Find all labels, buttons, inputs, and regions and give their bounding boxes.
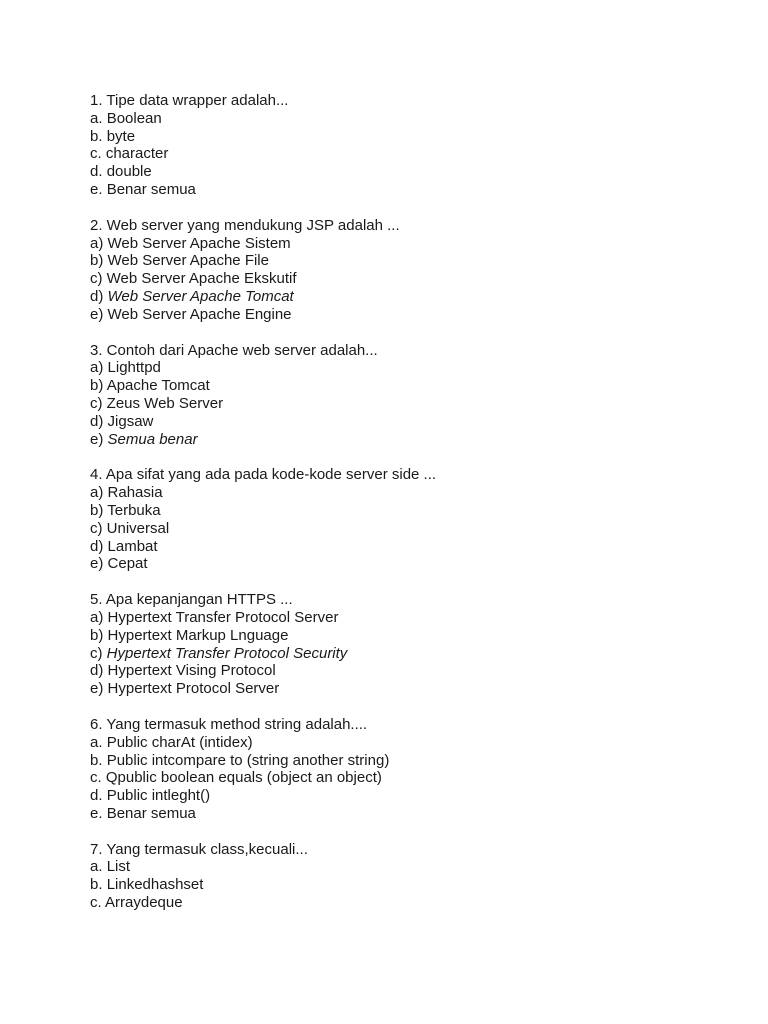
answer-option: [90, 805, 730, 823]
option-text: Hypertext Markup Lnguage: [107, 626, 289, 644]
option-prefix: a): [90, 359, 108, 377]
option-prefix: e): [90, 430, 108, 448]
option-text: Hypertext Vising Protocol: [107, 662, 276, 680]
answer-option: [90, 110, 730, 128]
answer-option: [90, 876, 730, 894]
option-prefix: d): [90, 412, 108, 430]
option-prefix: b.: [90, 751, 107, 769]
answer-option: [90, 306, 730, 324]
option-prefix: c): [90, 644, 107, 662]
question-6: [90, 716, 730, 823]
answer-option: [90, 858, 730, 876]
option-text: Benar semua: [106, 804, 196, 822]
option-prefix: d.: [90, 787, 107, 805]
option-prefix: e): [90, 680, 108, 698]
document-page: [90, 92, 730, 930]
option-text: Web Server Apache Sistem: [107, 234, 291, 252]
option-prefix: c.: [90, 769, 106, 787]
question-7: [90, 841, 730, 912]
answer-option: [90, 270, 730, 288]
option-text: Terbuka: [107, 501, 161, 519]
option-prefix: e.: [90, 804, 107, 822]
answer-option: [90, 484, 730, 502]
answer-option: [90, 538, 730, 556]
answer-option: [90, 734, 730, 752]
question-prompt: 6. Yang termasuk method string adalah....: [90, 715, 368, 733]
option-text: Rahasia: [107, 484, 163, 502]
answer-option: [90, 181, 730, 199]
answer-option: [90, 627, 730, 645]
answer-option: [90, 894, 730, 912]
option-text: Qpublic boolean equals (object an object): [105, 769, 382, 787]
option-text: Public intleght(): [106, 787, 211, 805]
option-text: Boolean: [106, 109, 162, 127]
option-text: Linkedhashset: [106, 876, 204, 894]
option-prefix: d): [90, 662, 108, 680]
answer-option: [90, 680, 730, 698]
option-prefix: b.: [90, 876, 107, 894]
answer-option: [90, 413, 730, 431]
option-text: Lighttpd: [107, 359, 161, 377]
option-prefix: c.: [90, 145, 106, 163]
option-text: Jigsaw: [107, 412, 154, 430]
option-text: character: [105, 145, 169, 163]
option-prefix: d): [90, 537, 108, 555]
answer-option: [90, 609, 730, 627]
answer-option: [90, 128, 730, 146]
question-prompt: 7. Yang termasuk class,kecuali...: [90, 840, 308, 858]
option-prefix: b): [90, 377, 107, 395]
option-prefix: c): [90, 270, 107, 288]
option-text: Lambat: [107, 537, 158, 555]
answer-option: [90, 662, 730, 680]
option-prefix: b): [90, 252, 108, 270]
option-text: Web Server Apache Engine: [107, 305, 292, 323]
option-text: List: [106, 858, 131, 876]
option-prefix: d): [90, 287, 108, 305]
option-prefix: a): [90, 484, 108, 502]
question-prompt: 2. Web server yang mendukung JSP adalah ...: [90, 216, 400, 234]
option-text: Cepat: [107, 555, 148, 573]
answer-option: [90, 377, 730, 395]
option-prefix: b): [90, 626, 108, 644]
option-prefix: c.: [90, 894, 106, 912]
answer-option: [90, 520, 730, 538]
question-2: [90, 217, 730, 324]
option-prefix: b): [90, 501, 108, 519]
option-prefix: e.: [90, 180, 107, 198]
answer-option: [90, 235, 730, 253]
question-prompt: 4. Apa sifat yang ada pada kode-kode server side ...: [90, 466, 437, 484]
answer-option: [90, 787, 730, 805]
option-text: Hypertext Protocol Server: [107, 680, 280, 698]
option-text: Public intcompare to (string another string): [106, 751, 390, 769]
answer-option: [90, 359, 730, 377]
option-prefix: a): [90, 234, 108, 252]
answer-option: [90, 163, 730, 181]
question-3: [90, 342, 730, 449]
answer-option: [90, 288, 730, 306]
question-5: [90, 591, 730, 698]
question-4: [90, 466, 730, 573]
option-prefix: a.: [90, 733, 107, 751]
question-prompt: 3. Contoh dari Apache web server adalah...: [90, 341, 378, 359]
option-prefix: a.: [90, 109, 107, 127]
option-text: double: [106, 163, 152, 181]
answer-option: [90, 145, 730, 163]
option-prefix: c): [90, 394, 107, 412]
option-text: Hypertext Transfer Protocol Security: [106, 644, 348, 662]
answer-option: [90, 431, 730, 449]
option-prefix: c): [90, 519, 107, 537]
option-text: Web Server Apache File: [107, 252, 269, 270]
option-text: Benar semua: [106, 180, 196, 198]
answer-option: [90, 769, 730, 787]
option-text: Web Server Apache Tomcat: [107, 287, 294, 305]
answer-option: [90, 252, 730, 270]
option-prefix: e): [90, 305, 108, 323]
question-prompt: 5. Apa kepanjangan HTTPS ...: [90, 591, 293, 609]
option-text: byte: [106, 127, 136, 145]
answer-option: [90, 555, 730, 573]
option-prefix: b.: [90, 127, 107, 145]
option-text: Arraydeque: [105, 894, 183, 912]
option-prefix: a): [90, 608, 108, 626]
option-text: Public charAt (intidex): [106, 733, 253, 751]
question-1: [90, 92, 730, 199]
option-text: Zeus Web Server: [106, 394, 224, 412]
question-prompt: 1. Tipe data wrapper adalah...: [90, 92, 289, 109]
option-text: Semua benar: [107, 430, 198, 448]
option-text: Hypertext Transfer Protocol Server: [107, 608, 339, 626]
answer-option: [90, 752, 730, 770]
answer-option: [90, 645, 730, 663]
option-prefix: d.: [90, 163, 107, 181]
option-prefix: a.: [90, 858, 107, 876]
answer-option: [90, 395, 730, 413]
option-text: Apache Tomcat: [106, 377, 210, 395]
answer-option: [90, 502, 730, 520]
option-prefix: e): [90, 555, 108, 573]
option-text: Universal: [106, 519, 170, 537]
option-text: Web Server Apache Ekskutif: [106, 270, 297, 288]
